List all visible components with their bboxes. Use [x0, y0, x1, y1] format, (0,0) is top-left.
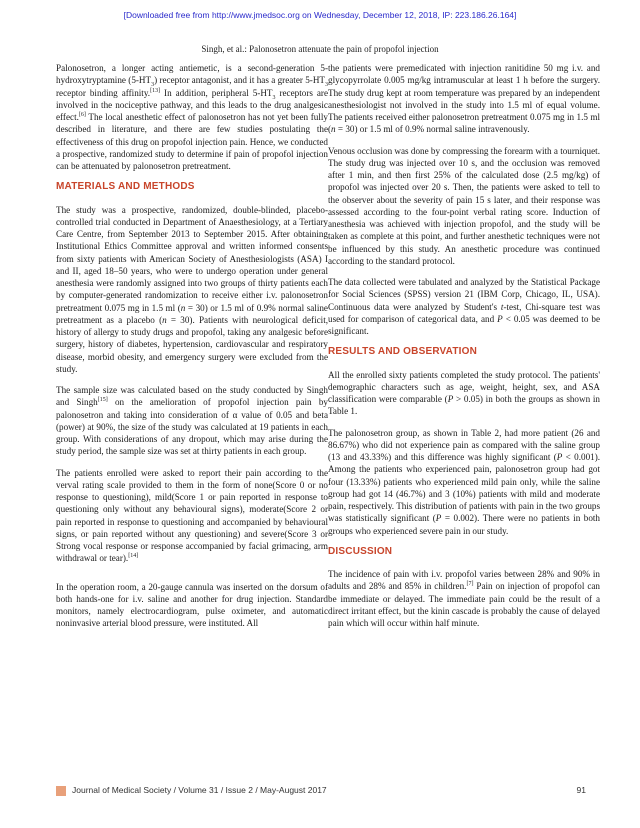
- page-number: 91: [576, 785, 586, 795]
- download-banner: [Downloaded free from http://www.jmedsoc.org on Wednesday, December 12, 2018, IP: 223.186.26.164]: [123, 10, 517, 20]
- citation-link[interactable]: [7]: [466, 581, 474, 588]
- citation-link[interactable]: [15]: [97, 397, 108, 404]
- venous-occlusion-paragraph: Venous occlusion was done by compressing the forearm with a tourniquet. The study drug was injected over 10 s, and the occlusion was removed after 1 min, and then first 25% of the calculated dose (2.5 mg/kg) of propofol was injected over 20 s. Then, the patients were asked to tell to the observer about the severity of pain 15 s later, and their response was assessed according to the four-point verbal rating score. Induction of anesthesia was achieved with injection propofol, and the study will be taken as complete at this point, and further anesthetic techniques were not be influenced by this study. An anesthetic procedure was continued according to the standard protocol.: [328, 145, 600, 266]
- intro-paragraph: Palonosetron, a longer acting antiemetic, is a second-generation 5-hydroxytryptamine $(5-HT_3)$ receptor antagonist, and it has a greater $5-HT_3$ receptor binding affinity.[13] In addition, peripheral $5-HT_3$ receptors are involved in the nociceptive pathway, and this leads to the drug analgesic effect.[6] The local anesthetic effect of palonosetron has not yet been fully described in literature, and there are few studies postulating the effectiveness of this drug on propofol injection pain. Hence, we conducted a prospective, randomized study to determine if pain of propofol injection can be attenuated by palonosetron pretreatment.: [56, 63, 329, 171]
- premedication-paragraph: the patients were premedicated with injection ranitidine 50 mg i.v. and glycopyrrolate 0.005 mg/kg intramuscular at least 1 h before the surgery. The study drug kept at room temperature was prepared by an independent anesthesiologist not involved in the study into 1.5 ml of equal volume. The patients received either palonosetron pretreatment 0.075 mg in 1.5 ml (n = 30) or 1.5 ml of 0.9% normal saline intravenously.: [328, 63, 600, 135]
- results-paragraph-2: The palonosetron group, as shown in Table 2, had more patient (26 and 86.67%) who did not experience pain as compared with the saline group (13 and 43.33%) and this difference was highly significant (P < 0.001). Among the patients who experienced pain, palonosetron group had got four (13.33%) patients who experienced mild pain only, while the saline group had got 14 (46.7%) and 3 (10%) patients with mild and moderate pain, respectively. This distribution of patients with pain in the two groups was statistically significant (P = 0.002). There were no patients in both groups who experienced severe pain in our study.: [328, 427, 601, 536]
- pain-scale-paragraph: The patients enrolled were asked to report their pain according to the verval rating scale provided to them in the form of none(Score 0 or no response to questioning), mild(Score 1 or pain reported in response to questioning only without any behavioural signs), moderate(Score 2 or pain reported in response to questioning and accompanied by behavioural signs, or pain reported without any questioning) and severe(Score 3 or Strong vocal response or response accompanied by facial grimacing, arm withdrawal or tear).[14]: [56, 467, 328, 564]
- operation-room-paragraph: In the operation room, a 20-gauge cannula was inserted on the dorsum of both hands-one for i.v. saline and another for drug injection. Standard monitors, namely electrocardiogram, pulse oximeter, and automatic noninvasive arterial blood pressure, were instituted. All: [56, 581, 328, 629]
- statistics-paragraph: The data collected were tabulated and analyzed by the Statistical Package for Social Sciences (SPSS) version 21 (IBM Corp, Chicago, IL, USA). Continuous data were analyzed by Student's t-test, Chi-square test was used for comparison of categorical data, and P < 0.05 was deemed to be significant.: [328, 277, 601, 336]
- citation-link[interactable]: [13]: [150, 87, 161, 94]
- methods-paragraph: The study was a prospective, randomized, double-blinded, placebo-controlled trial conducted in Department of Anaesthesiology, at a Tertiary Care Centre, from September 2013 to September 2015. After obtaining Institutional Ethics Committee approval and written informed consents from sixty patients with American Society of Anesthesiologists (ASA) I and II, aged 18–50 years, who were to undergo operation under general anesthesia were randomly assigned into two groups of thirty patients each by computer-generated randomization to receive either i.v. palonosetron pretreatment 0.075 mg in 1.5 ml (n = 30) or 1.5 ml of 0.9% normal saline pretreatment as a placebo (n = 30). Patients with neurological deficit, history of allergy to study drugs and propofol, taking any analgesic before surgery, history of diabetes, hypertension, cardiovascular and respiratory disease, morbid obesity, and emergency surgery were excluded from the study.: [56, 204, 329, 374]
- citation-link[interactable]: [6]: [78, 111, 86, 118]
- sample-size-paragraph: The sample size was calculated based on the study conducted by Singh and Singh[15] on the amelioration of propofol injection pain by palonosetron and taking into consideration of α value of 0.05 and beta (power) at 90%, the size of the study was calculated at 19 patients in each group. With considerations of any dropout, which may arise during the study period, the sample size was set at thirty patients in each group.: [56, 385, 328, 457]
- citation-link[interactable]: [14]: [128, 553, 139, 560]
- running-header: Singh, et al.: Palonosetron attenuate the pain of propofol injection: [201, 44, 439, 54]
- footer-mark-icon: [56, 786, 66, 796]
- heading-discussion: DISCUSSION: [328, 545, 393, 557]
- heading-materials-methods: MATERIALS AND METHODS: [56, 181, 195, 193]
- footer-journal: Journal of Medical Society / Volume 31 / Issue 2 / May-August 2017: [72, 785, 327, 795]
- results-paragraph-1: All the enrolled sixty patients completed the study protocol. The patients' demographic characters such as age, weight, height, sex, and ASA classification were comparable (P > 0.05) in both the groups as shown in Table 1.: [328, 369, 600, 417]
- heading-results: RESULTS AND OBSERVATION: [328, 346, 478, 358]
- left-column: [56, 62, 328, 639]
- discussion-paragraph: The incidence of pain with i.v. propofol varies between 28% and 90% in adults and 28% and 85% in children.[7] Pain on injection of propofol can be immediate or delayed. The immediate pain could be the result of a direct irritant effect, but the kinin cascade is probably the cause of delayed pain which will occur within half minute.: [328, 569, 600, 628]
- page-footer: [56, 784, 586, 798]
- right-column: [328, 62, 600, 638]
